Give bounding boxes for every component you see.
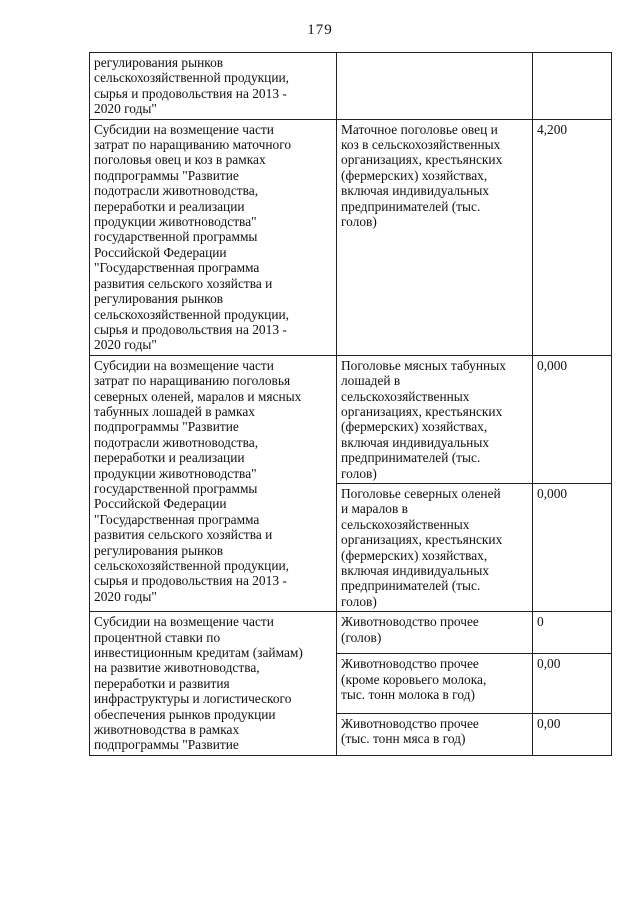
- page-number: 179: [307, 22, 333, 38]
- value-cell: [533, 612, 612, 654]
- measure-cell: [90, 355, 337, 612]
- value-cell: [533, 483, 612, 611]
- indicator-value: 0,000: [537, 485, 568, 501]
- value-cell: [533, 654, 612, 714]
- indicator-text: Животноводство прочее (кроме коровьего молока, тыс. тонн молока в год): [341, 656, 487, 702]
- value-cell: [533, 355, 612, 483]
- measure-text: регулирования рынков сельскохозяйственной продукции, сырья и продовольствия на 2013 - 2020 годы": [94, 55, 290, 117]
- indicator-value: 0,00: [537, 715, 561, 731]
- value-cell: [533, 53, 612, 120]
- table-row: [90, 612, 612, 654]
- indicator-text: Маточное поголовье овец и коз в сельскохозяйственных организациях, крестьянских (фермерских) хозяйствах, включая индивидуальных предпринимателей (тыс. голов): [341, 121, 503, 230]
- indicator-text: Поголовье мясных табунных лошадей в сельскохозяйственных организациях, крестьянских (фермерских) хозяйствах, включая индивидуальных предпринимателей (тыс. голов): [341, 357, 506, 481]
- indicator-cell: [337, 53, 533, 120]
- indicator-text: Поголовье северных оленей и маралов в сельскохозяйственных организациях, крестьянских (фермерских) хозяйствах, включая индивидуальных предпринимателей (тыс. голов): [341, 485, 503, 609]
- indicator-cell: [337, 355, 533, 483]
- indicator-value: 4,200: [537, 121, 568, 137]
- indicator-value: 0,00: [537, 656, 561, 672]
- measure-cell: [90, 53, 337, 120]
- value-cell: [533, 713, 612, 755]
- indicator-cell: [337, 119, 533, 355]
- indicator-cell: [337, 483, 533, 611]
- indicator-cell: [337, 713, 533, 755]
- indicator-cell: [337, 612, 533, 654]
- value-cell: [533, 119, 612, 355]
- table-row: [90, 119, 612, 355]
- measure-text: Субсидии на возмещение части затрат по наращиванию маточного поголовья овец и коз в рамках подпрограммы "Развитие подотрасли животноводства, переработки и реализации продукции животноводства" государственной программы Российской Федерации "Государственная программа развития сельского хозяйства и регулирования рынков сельскохозяйственной продукции, сырья и продовольствия на 2013 - 2020 годы": [94, 121, 292, 353]
- indicator-value: 0: [537, 614, 544, 630]
- indicator-text: Животноводство прочее (тыс. тонн мяса в год): [341, 715, 479, 747]
- measure-text: Субсидии на возмещение части затрат по наращиванию поголовья северных оленей, маралов и мясных табунных лошадей в рамках подпрограммы "Развитие подотрасли животноводства, переработки и реализации продукции животноводства" государственной программы Российской Федерации "Государственная программа развития сельского хозяйства и регулирования рынков сельскохозяйственной продукции, сырья и продовольствия на 2013 - 2020 годы": [94, 357, 302, 604]
- indicator-value: 0,000: [537, 357, 568, 373]
- table-row: [90, 53, 612, 120]
- indicators-table: [89, 52, 612, 756]
- table-row: [90, 355, 612, 483]
- measure-text: Субсидии на возмещение части процентной ставки по инвестиционным кредитам (займам) на развитие животноводства, переработки и развития инфраструктуры и логистического обеспечения рынков продукции животноводства в рамках подпрограммы "Развитие: [94, 614, 303, 753]
- measure-cell: [90, 612, 337, 756]
- indicator-text: Животноводство прочее (голов): [341, 614, 479, 645]
- indicator-cell: [337, 654, 533, 714]
- measure-cell: [90, 119, 337, 355]
